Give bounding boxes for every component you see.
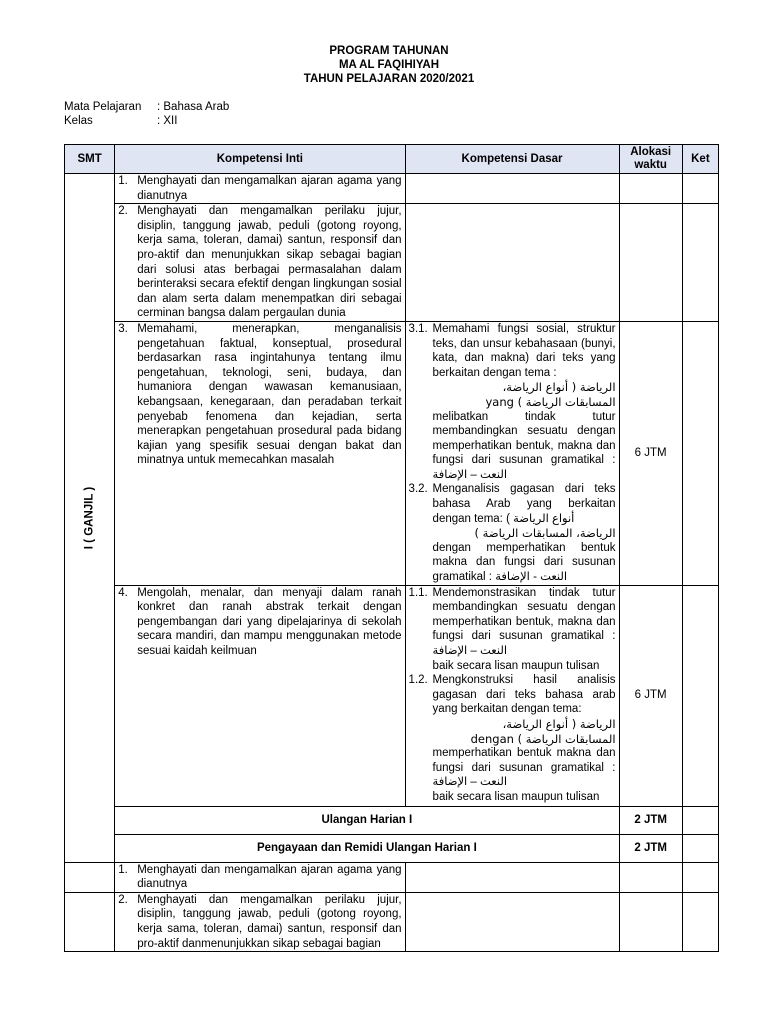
kd-number: 3.2. — [408, 483, 428, 496]
ki-cell — [115, 174, 405, 204]
ket-cell — [682, 174, 718, 204]
ket-cell — [682, 834, 718, 862]
ket-cell — [682, 862, 718, 892]
header-ket: Ket — [682, 145, 718, 174]
ki-cell — [115, 321, 405, 585]
document-header — [0, 44, 768, 86]
ket-cell — [682, 204, 718, 322]
table-row — [65, 174, 719, 204]
class-key: Kelas — [64, 115, 93, 127]
kd-cell — [405, 585, 619, 806]
ulangan-time: 2 JTM — [619, 806, 682, 834]
document-meta — [64, 100, 229, 128]
ki-cell — [115, 892, 405, 951]
header-title: PROGRAM TAHUNAN — [329, 45, 449, 57]
ket-cell — [682, 321, 718, 585]
table-row — [65, 806, 719, 834]
kd-arabic: المسابقات الرياضة ) yang — [485, 394, 616, 409]
remedi-time: 2 JTM — [619, 834, 682, 862]
kd-arabic: الرياضة، المسابقات الرياضة ) — [474, 526, 616, 541]
semester-cell — [65, 862, 115, 892]
kd-cell — [405, 321, 619, 585]
kd-text: Memahami fungsi sosial, struktur teks, dan unsur kebahasaan (bunyi, kata, dan makna) dari teks yang berkaitan dengan tema : — [432, 322, 616, 379]
ki-number: 3. — [118, 322, 128, 335]
kd-text: baik secara lisan maupun tulisan — [432, 790, 600, 803]
kd-cell — [405, 174, 619, 204]
table-row — [65, 834, 719, 862]
ki-text: Memahami, menerapkan, menganalisis pengetahuan faktual, konseptual, prosedural berdasarkan rasa ingintahunya tentang ilmu pengetahuan, teknologi, seni, budaya, dan humaniora dengan wawasan kemanusiaan, kebangsaan, kenegaraan, dan peradaban terkait penyebab fenomena dan kejadian, serta menerapkan pengetahuan prosedural pada bidang kajian yang spesifik sesuai dengan bakat dan minatnya untuk memecahkan masalah — [137, 322, 402, 467]
ki-cell — [115, 862, 405, 892]
kd-text: Mengkonstruksi hasil analisis gagasan dari teks bahasa arab yang berkaitan dengan tema: — [432, 674, 616, 716]
ki-text: Menghayati dan mengamalkan perilaku jujur, disiplin, tanggung jawab, peduli (gotong royong, kerja sama, toleran, damai) santun, responsif dan pro-aktif danmenunjukkan sikap sebagai bagian — [137, 893, 402, 950]
kd-text: Mendemonstrasikan tindak tutur membandingkan sesuatu dengan memperhatikan bentuk, makna dan fungsi dari susunan gramatikal : النعت – الإضافة — [432, 586, 616, 657]
kd-arabic: المسابقات الرياضة ) dengan — [470, 731, 616, 746]
kd-text: Menganalisis gagasan dari teks bahasa Arab yang berkaitan dengan tema: ( أنواع الرياضة — [432, 483, 616, 525]
header-ki: Kompetensi Inti — [115, 145, 405, 174]
table-row — [65, 892, 719, 951]
ki-text: Menghayati dan mengamalkan ajaran agama yang dianutnya — [137, 863, 402, 891]
semester-cell — [65, 892, 115, 951]
kd-text: memperhatikan bentuk makna dan fungsi dari susunan gramatikal : النعت – الإضافة — [432, 747, 616, 789]
ket-cell — [682, 806, 718, 834]
alokasi-cell — [619, 862, 682, 892]
table-row — [65, 585, 719, 806]
ki-text: Mengolah, menalar, dan menyaji dalam ranah konkret dan ranah abstrak terkait dengan pengembangan dari yang dipelajarinya di sekolah secara mandiri, dan mampu menggunakan metode sesuai kaidah keilmuan — [137, 586, 402, 657]
ki-number: 2. — [118, 205, 128, 218]
semester-cell — [65, 174, 115, 863]
kd-text: melibatkan tindak tutur membandingkan sesuatu dengan memperhatikan bentuk, makna dan fungsi dari susunan gramatikal : النعت – الإضافة — [432, 410, 616, 481]
alokasi-cell — [619, 892, 682, 951]
program-table — [64, 144, 719, 952]
ket-cell — [682, 892, 718, 951]
ki-number: 1. — [118, 863, 128, 876]
subject-key: Mata Pelajaran — [64, 101, 142, 113]
kd-arabic: الرياضة ( أنواع الرياضة، — [502, 716, 616, 731]
ki-text: Menghayati dan mengamalkan perilaku jujur, disiplin, tanggung jawab, peduli (gotong royong, kerja sama, toleran, damai) santun, responsif dan pro-aktif dan menunjukkan sikap sebagai bagian dari solusi atas berbagai permasalahan dalam berinteraksi secara efektif dengan lingkungan sosial dan alam serta dalam menempatkan diri sebagai cerminan bangsa dalam pergaulan dunia — [137, 205, 402, 320]
semester-label: I ( GANJIL ) — [83, 486, 96, 550]
remedi-label: Pengayaan dan Remidi Ulangan Harian I — [115, 834, 619, 862]
table-header-row — [65, 145, 719, 174]
kd-cell — [405, 862, 619, 892]
ki-cell — [115, 585, 405, 806]
kd-cell — [405, 892, 619, 951]
kd-arabic: الرياضة ( أنواع الرياضة، — [502, 380, 616, 395]
ki-cell — [115, 204, 405, 322]
ki-text: Menghayati dan mengamalkan ajaran agama yang dianutnya — [137, 175, 402, 202]
kd-text: baik secara lisan maupun tulisan — [432, 659, 600, 672]
header-school: MA AL FAQIHIYAH — [338, 59, 440, 71]
kd-text: dengan memperhatikan bentuk makna dan fungsi dari susunan gramatikal : النعت - الإضافة — [432, 541, 616, 584]
table-row — [65, 321, 719, 585]
kd-number: 1.2. — [408, 674, 428, 687]
ki-number: 1. — [118, 175, 128, 187]
header-kd: Kompetensi Dasar — [405, 145, 619, 174]
alokasi-cell — [619, 174, 682, 204]
kd-number: 1.1. — [408, 586, 428, 599]
table-row — [65, 862, 719, 892]
alokasi-cell — [619, 204, 682, 322]
subject-value: : Bahasa Arab — [157, 101, 230, 113]
table-row — [65, 204, 719, 322]
ki-number: 4. — [118, 586, 128, 599]
alokasi-cell: 6 JTM — [619, 585, 682, 806]
ulangan-label: Ulangan Harian I — [115, 806, 619, 834]
header-smt: SMT — [65, 145, 115, 174]
ki-number: 2. — [118, 893, 128, 906]
header-alokasi: Alokasi waktu — [619, 145, 682, 174]
kd-cell — [405, 204, 619, 322]
alokasi-cell: 6 JTM — [619, 321, 682, 585]
class-value: : XII — [157, 115, 178, 127]
kd-number: 3.1. — [408, 322, 428, 335]
header-year: TAHUN PELAJARAN 2020/2021 — [303, 73, 475, 85]
ket-cell — [682, 585, 718, 806]
